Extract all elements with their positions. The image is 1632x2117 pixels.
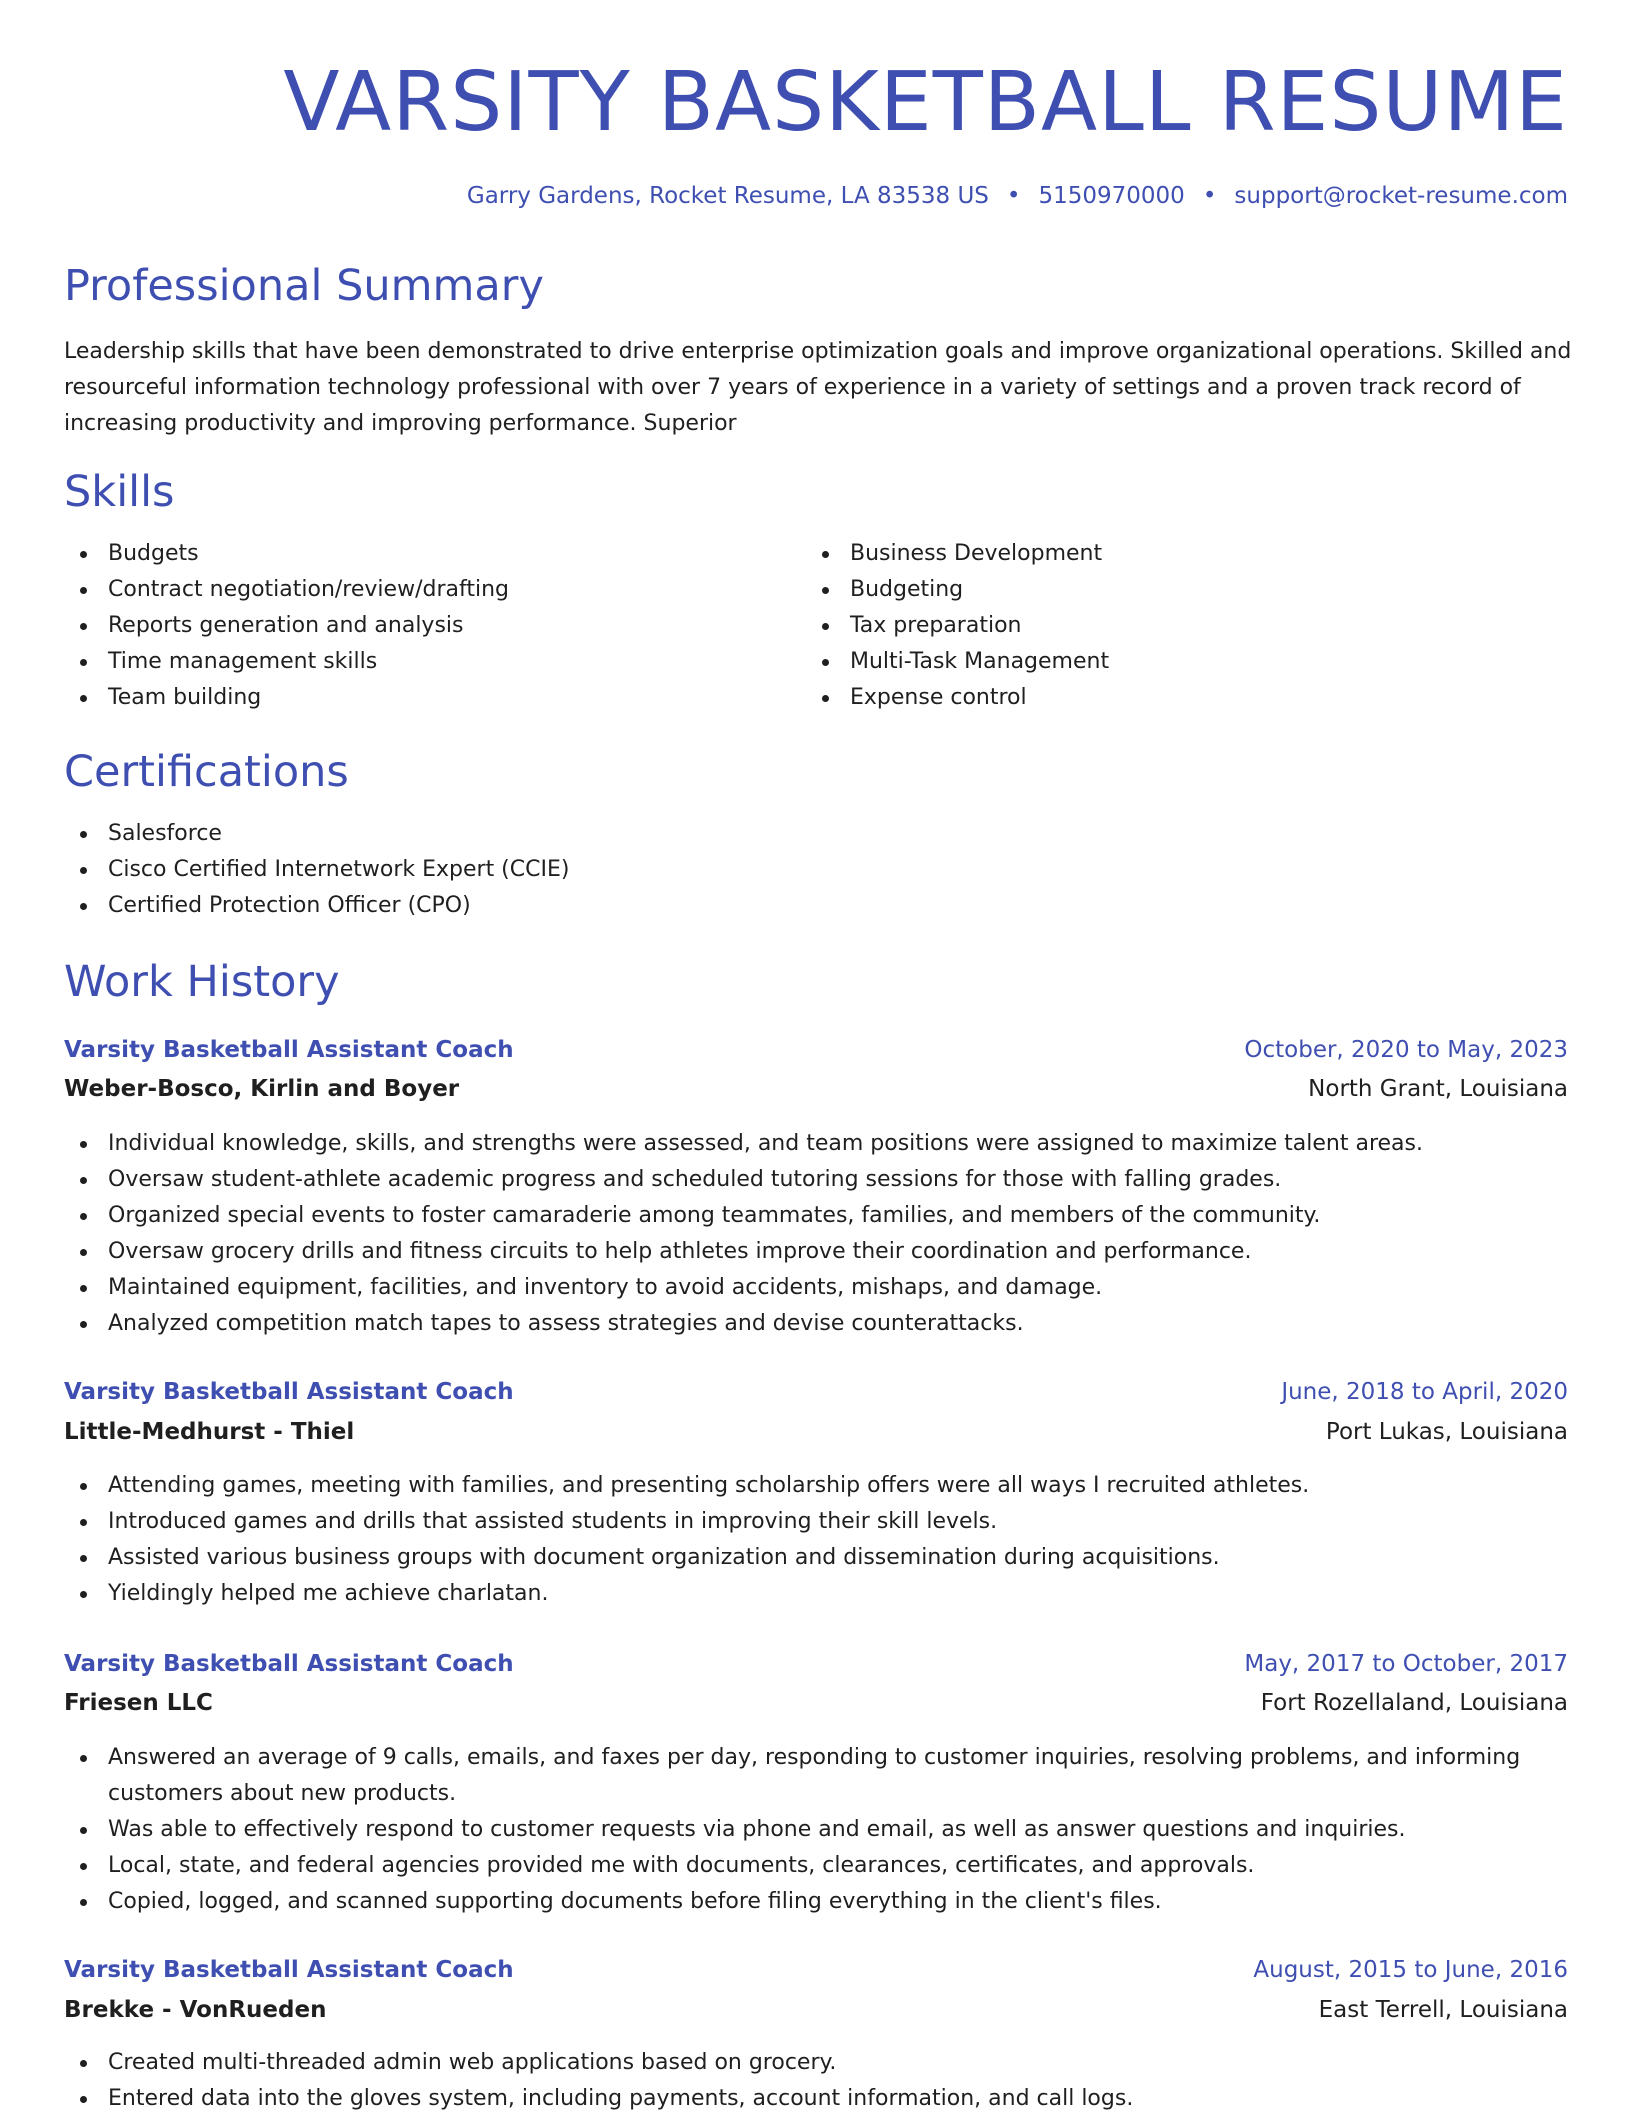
job-bullet: Analyzed competition match tapes to assess strategies and devise counterattacks. (64, 1306, 1423, 1342)
job-location: Port Lukas, Louisiana (1325, 1419, 1568, 1445)
job-bullet: Copied, logged, and scanned supporting documents before filing everything in the client's files. (64, 1884, 1568, 1920)
job-company: Little-Medhurst - Thiel (64, 1419, 355, 1445)
skill-item: Time management skills (64, 644, 509, 680)
job-bullet: Oversaw student-athlete academic progress and scheduled tutoring sessions for those with falling grades. (64, 1162, 1423, 1198)
job-bullet: Yieldingly helped me achieve charlatan. (64, 1576, 1309, 1612)
section-title-summary: Professional Summary (64, 261, 544, 311)
job-title: Varsity Basketball Assistant Coach (64, 1651, 514, 1677)
contact-address: Garry Gardens, Rocket Resume, LA 83538 US (466, 183, 989, 209)
contact-separator: • (1006, 183, 1021, 209)
job-bullet: Attending games, meeting with families, and presenting scholarship offers were all ways I recruited athletes. (64, 1468, 1309, 1504)
job-bullet: Maintained equipment, facilities, and inventory to avoid accidents, mishaps, and damage. (64, 1270, 1423, 1306)
summary-text: Leadership skills that have been demonstrated to drive enterprise optimization goals and improve organizational operations. Skilled and resourceful information technology professional with over 7 years of experience in a variety of settings and a proven track record of increasing productivity and improving performance. Superior (64, 339, 1572, 436)
job-bullet: Created multi-threaded admin web applications based on grocery. (64, 2045, 1133, 2081)
job-bullets (64, 2045, 1133, 2117)
certifications-list (64, 816, 569, 924)
job-title: Varsity Basketball Assistant Coach (64, 1379, 514, 1405)
certification-item: Cisco Certified Internetwork Expert (CCIE) (64, 852, 569, 888)
section-title-certifications: Certifications (64, 747, 349, 797)
job-bullet: Oversaw grocery drills and fitness circuits to help athletes improve their coordination and performance. (64, 1234, 1423, 1270)
skill-item: Expense control (806, 680, 1109, 716)
resume-title: VARSITY BASKETBALL RESUME (283, 55, 1568, 150)
job-bullets (64, 1468, 1309, 1612)
contact-phone: 5150970000 (1038, 183, 1185, 209)
skill-item: Budgets (64, 536, 509, 572)
job-bullet: Introduced games and drills that assisted students in improving their skill levels. (64, 1504, 1309, 1540)
job-bullet: Individual knowledge, skills, and strengths were assessed, and team positions were assigned to maximize talent areas. (64, 1126, 1423, 1162)
contact-separator: • (1202, 183, 1217, 209)
job-bullet: Assisted various business groups with document organization and dissemination during acquisitions. (64, 1540, 1309, 1576)
contact-email: support@rocket-resume.com (1234, 183, 1568, 209)
job-dates: August, 2015 to June, 2016 (1253, 1957, 1568, 1983)
job-title: Varsity Basketball Assistant Coach (64, 1957, 514, 1983)
job-bullet: Organized special events to foster camaraderie among teammates, families, and members of the community. (64, 1198, 1423, 1234)
skill-item: Tax preparation (806, 608, 1109, 644)
skill-item: Multi-Task Management (806, 644, 1109, 680)
skill-item: Budgeting (806, 572, 1109, 608)
skill-item: Team building (64, 680, 509, 716)
skill-item: Reports generation and analysis (64, 608, 509, 644)
job-title: Varsity Basketball Assistant Coach (64, 1037, 514, 1063)
skills-list-left (64, 536, 509, 716)
job-dates: May, 2017 to October, 2017 (1244, 1651, 1568, 1677)
job-location: East Terrell, Louisiana (1318, 1997, 1568, 2023)
job-bullets (64, 1126, 1423, 1342)
job-dates: June, 2018 to April, 2020 (1281, 1379, 1568, 1405)
skill-item: Contract negotiation/review/drafting (64, 572, 509, 608)
job-bullets (64, 1740, 1568, 1920)
job-company: Friesen LLC (64, 1690, 213, 1716)
job-location: Fort Rozellaland, Louisiana (1260, 1690, 1568, 1716)
job-bullet: Was able to effectively respond to customer requests via phone and email, as well as answer questions and inquiries. (64, 1812, 1568, 1848)
certification-item: Salesforce (64, 816, 569, 852)
job-bullet: Answered an average of 9 calls, emails, and faxes per day, responding to customer inquiries, resolving problems, and informing customers about new products. (64, 1740, 1568, 1812)
job-bullet: Entered data into the gloves system, including payments, account information, and call logs. (64, 2081, 1133, 2117)
job-dates: October, 2020 to May, 2023 (1244, 1037, 1568, 1063)
contact-line (467, 179, 1568, 213)
skills-list-right (806, 536, 1109, 716)
section-title-work-history: Work History (64, 957, 340, 1007)
job-bullet: Local, state, and federal agencies provided me with documents, clearances, certificates, and approvals. (64, 1848, 1568, 1884)
certification-item: Certified Protection Officer (CPO) (64, 888, 569, 924)
job-company: Brekke - VonRueden (64, 1997, 327, 2023)
skill-item: Business Development (806, 536, 1109, 572)
section-title-skills: Skills (64, 467, 175, 517)
job-company: Weber-Bosco, Kirlin and Boyer (64, 1076, 460, 1102)
job-location: North Grant, Louisiana (1308, 1076, 1568, 1102)
